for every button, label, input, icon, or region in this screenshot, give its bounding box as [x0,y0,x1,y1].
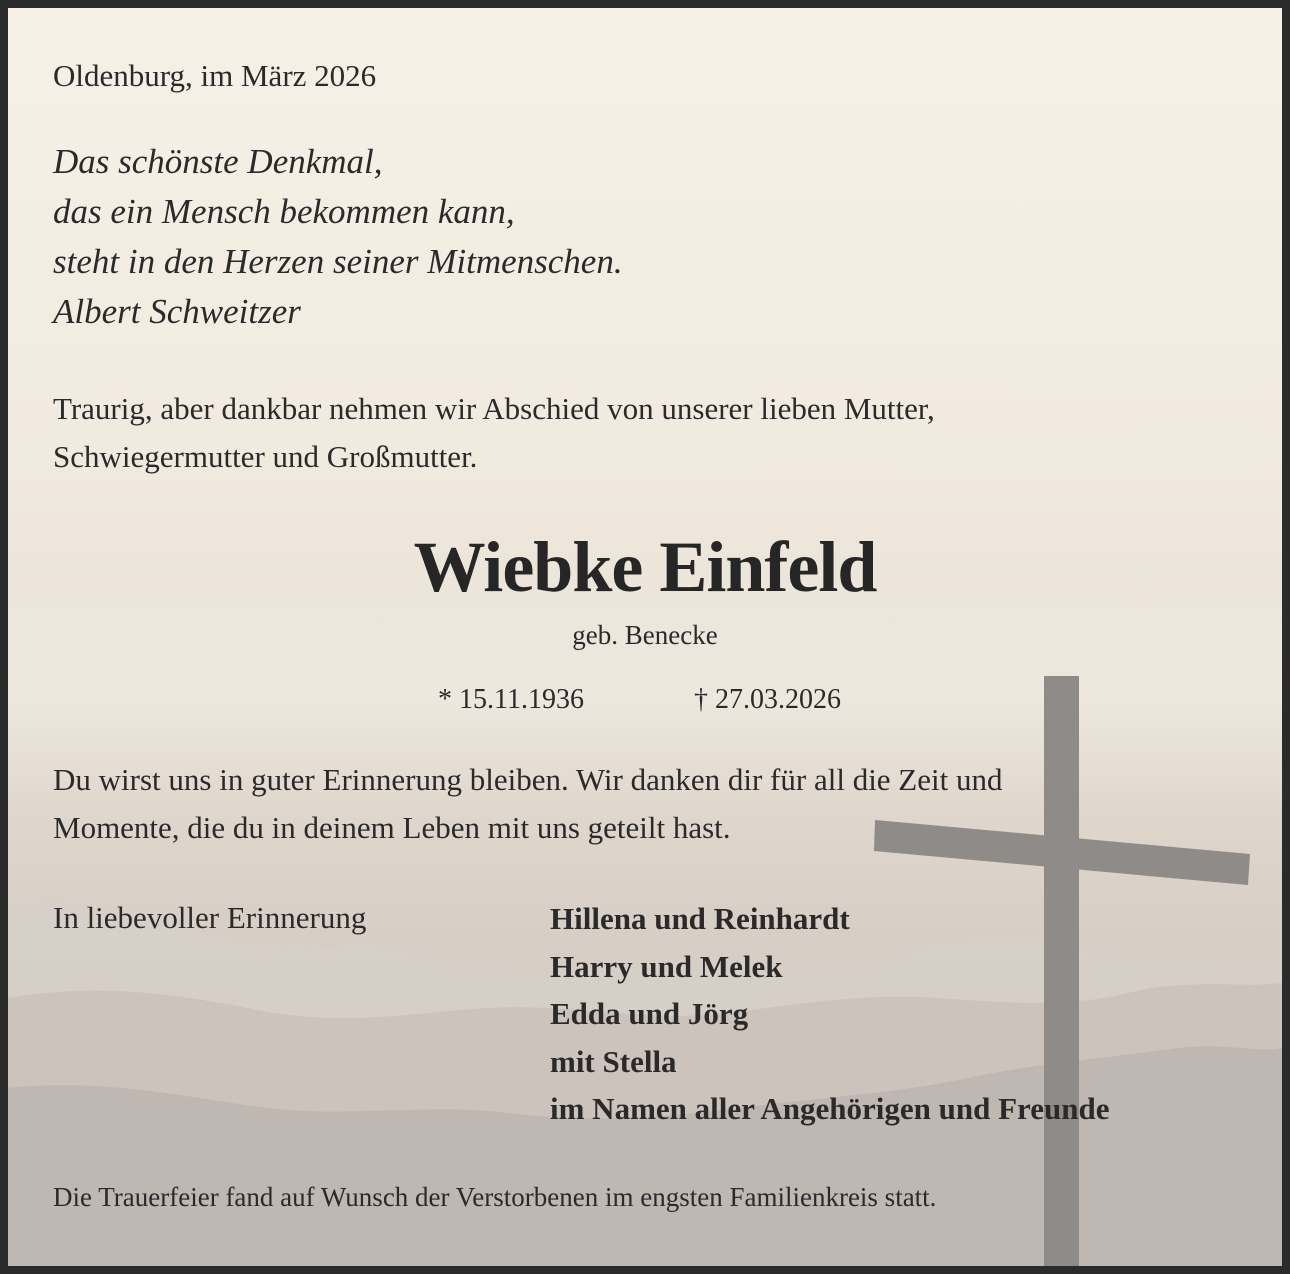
mourner-entry: Harry und Melek [550,948,783,984]
quote-block [53,137,623,337]
funeral-note: Die Trauerfeier fand auf Wunsch der Verstorbenen im engsten Familienkreis statt. [53,1182,937,1212]
birth-date: * 15.11.1936 [438,684,584,715]
memory-label: In liebevoller Erinnerung [53,900,367,935]
intro-line: Schwiegermutter und Großmutter. [53,439,478,474]
message-line: Momente, die du in deinem Leben mit uns geteilt hast. [53,810,731,845]
mourner-entry: mit Stella [550,1043,677,1079]
quote-line: das ein Mensch bekommen kann, [53,192,515,231]
mourner-entry: im Namen aller Angehörigen und Freunde [550,1091,1110,1126]
message-line: Du wirst uns in guter Erinnerung bleiben. Wir danken dir für all die Zeit und [53,762,1003,797]
death-date: † 27.03.2026 [694,684,841,715]
intro-text [53,385,935,481]
birth-name: geb. Benecke [572,620,718,650]
place-date: Oldenburg, im März 2026 [53,58,377,93]
farewell-message [53,756,1002,852]
quote-line: Das schönste Denkmal, [53,142,383,181]
mourners-list [550,895,1109,1133]
quote-author: Albert Schweitzer [53,292,301,331]
intro-line: Traurig, aber dankbar nehmen wir Abschied von unserer lieben Mutter, [53,391,935,426]
mourner-entry: Edda und Jörg [550,996,749,1031]
quote-line: steht in den Herzen seiner Mitmenschen. [53,242,623,281]
mourner-entry: Hillena und Reinhardt [550,901,850,936]
obituary-notice [8,8,1282,1266]
deceased-name: Wiebke Einfeld [413,527,877,607]
